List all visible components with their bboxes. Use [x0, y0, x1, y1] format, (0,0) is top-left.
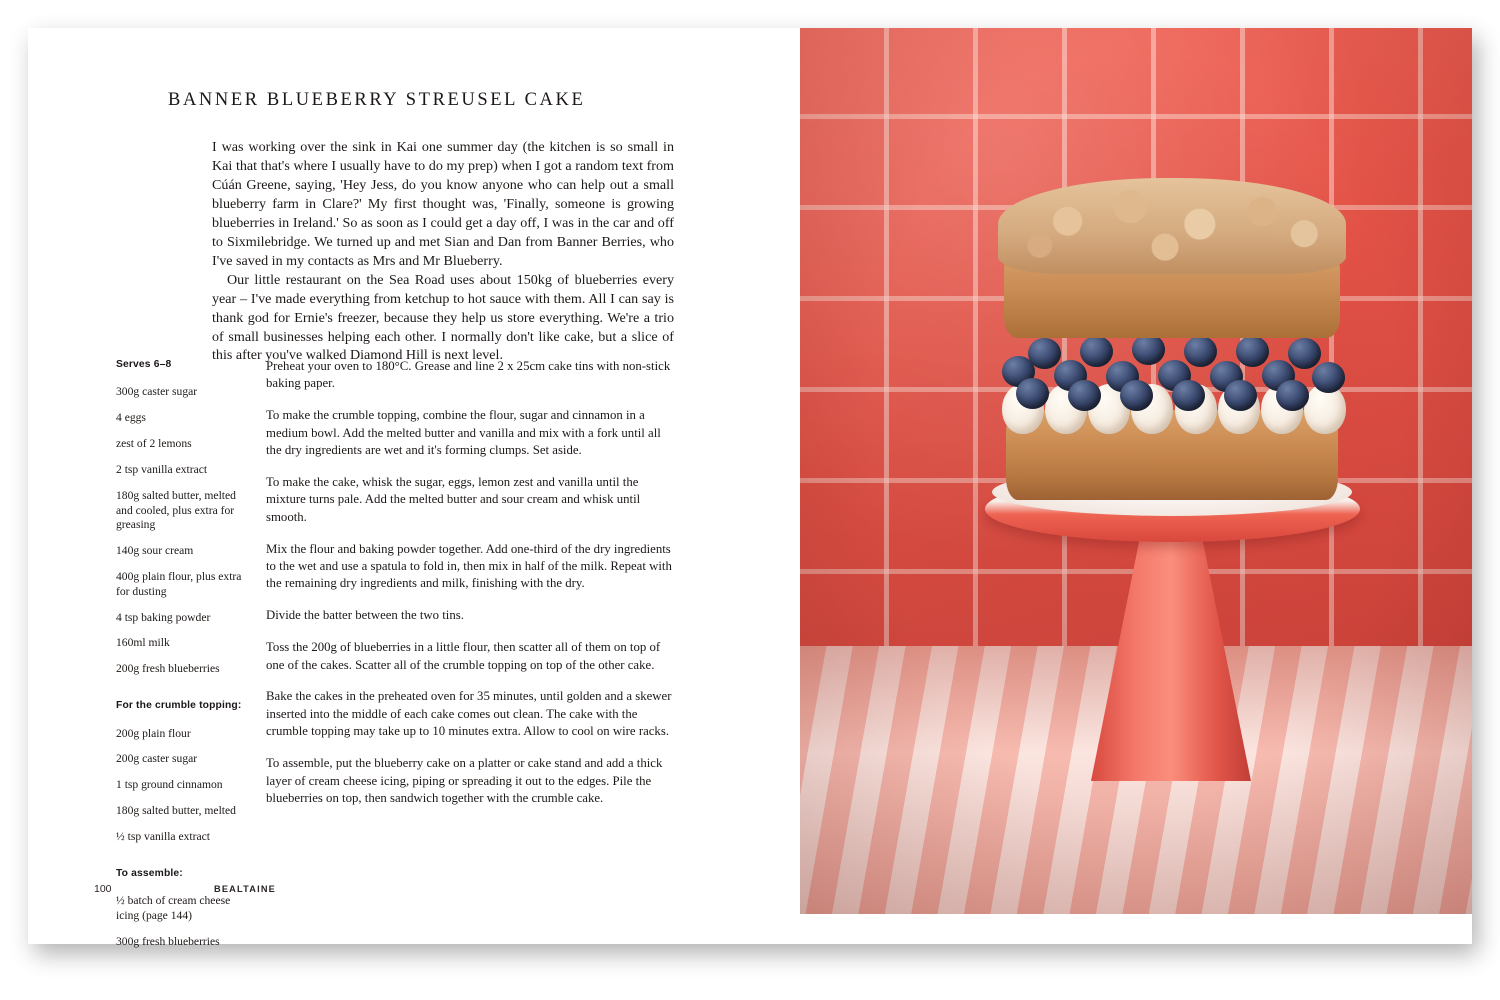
book-spread [28, 28, 1472, 948]
ingredient-item: 1 tsp ground cinnamon [116, 778, 223, 792]
page-title: BANNER BLUEBERRY STREUSEL CAKE [168, 90, 586, 110]
blueberry [1172, 380, 1205, 411]
ingredient-item: 180g salted butter, melted [116, 804, 236, 817]
method-step: Toss the 200g of blueberries in a little flour, then scatter all of them on top of one of the cakes. Scatter all of the crumble topping on top of the other cake. [266, 640, 661, 672]
running-head: BEALTAINE [214, 884, 277, 894]
blueberry [1288, 338, 1321, 369]
ingredient-item: 4 eggs [116, 411, 146, 425]
ingredient-item: 300g caster sugar [116, 385, 198, 399]
headnote-paragraph-2: Our little restaurant on the Sea Road uses about 150kg of blueberries every year – I've made everything from ketchup to hot sauce with them. All I can say is thank god for Ernie's freezer, because they help us store everything. We're a trio of small businesses helping each other. I normally don't like cake, but a slice of this after you've walked Diamond Hill is next level. [212, 271, 674, 364]
right-page [800, 28, 1472, 944]
ingredient-item: 300g fresh blueberries [116, 934, 220, 948]
serves-label: Serves 6–8 [116, 359, 172, 370]
blueberry [1184, 336, 1217, 367]
ingredient-item: 400g plain flour, plus extra for dusting [116, 570, 242, 598]
ingredient-item: 200g plain flour [116, 726, 191, 740]
blueberry [1120, 380, 1153, 411]
blueberry [1080, 336, 1113, 367]
headnote-paragraph-1: I was working over the sink in Kai one summer day (the kitchen is so small in Kai that that's where I usually have to do my prep) when I got a random text from Cúán Greene, saying, 'Hey Jess, do you know anyone who can help out a small blueberry farm in Clare?' My first thought was, 'Finally, someone is growing blueberries in Ireland.' So as soon as I could get a day off, I was in the car and off to Sixmilebridge. We turned up and met Sian and Dan from Banner Berries, who I've saved in my contacts as Mrs and Mr Blueberry. [212, 139, 674, 269]
recipe-photograph [800, 28, 1472, 914]
ingredient-item: 180g salted butter, melted and cooled, plus extra for greasing [116, 488, 236, 532]
method-step: To make the cake, whisk the sugar, eggs, lemon zest and vanilla until the mixture turns pale. Add the melted butter and sour cream and whisk until smooth. [266, 474, 641, 524]
blueberry [1236, 336, 1269, 367]
ingredient-item: ½ tsp vanilla extract [116, 829, 211, 843]
method-step: To assemble, put the blueberry cake on a platter or cake stand and add a thick layer of cream cheese icing, piping or spreading it out to the edges. Pile the blueberries on top, then sandwich together with the crumble cake. [266, 756, 663, 805]
blueberry [1028, 338, 1061, 369]
ingredient-item: 2 tsp vanilla extract [116, 462, 208, 476]
ingredient-item: ½ batch of cream cheese icing (page 144) [116, 894, 231, 922]
left-page [28, 28, 800, 948]
ingredient-item: 160ml milk [116, 636, 170, 650]
method-step: Divide the batter between the two tins. [266, 608, 464, 623]
crumble-topping-heading: For the crumble topping: [116, 700, 242, 712]
ingredient-item: 4 tsp baking powder [116, 610, 211, 624]
method-step: To make the crumble topping, combine the flour, sugar and cinnamon in a medium bowl. Add the melted butter and vanilla and mix with a fork until all the dry ingredients are wet and it's forming clumps. Set aside. [266, 408, 661, 458]
method-step: Preheat your oven to 180°C. Grease and line 2 x 25cm cake tins with non-stick baking paper. [266, 359, 671, 391]
ingredient-item: 200g fresh blueberries [116, 662, 220, 676]
page-number: 100 [94, 883, 112, 895]
recipe-headnote [212, 138, 674, 365]
method-step: Mix the flour and baking powder together. Add one-third of the dry ingredients to the wet and use a spatula to fold in, then mix in half of the milk. Repeat with the remaining dry ingredients and milk, finishing with the dry. [266, 541, 672, 591]
assemble-heading: To assemble: [116, 867, 183, 879]
ingredient-item: 140g sour cream [116, 544, 194, 558]
streusel-crumble-topping [998, 178, 1346, 274]
ingredient-item: zest of 2 lemons [116, 437, 192, 451]
method-step: Bake the cakes in the preheated oven for 35 minutes, until golden and a skewer inserted into the middle of each cake comes out clean. The cake with the crumble topping may take up to 10 minutes extra. Allow to cool on wire racks. [266, 689, 672, 739]
blueberry [1016, 378, 1049, 409]
blueberry [1132, 334, 1165, 365]
ingredient-item: 200g caster sugar [116, 752, 198, 766]
method-column [266, 358, 676, 822]
blueberry [1068, 380, 1101, 411]
blueberry [1276, 380, 1309, 411]
ingredients-column [116, 358, 248, 961]
blueberry [1224, 380, 1257, 411]
blueberry [1312, 362, 1345, 393]
